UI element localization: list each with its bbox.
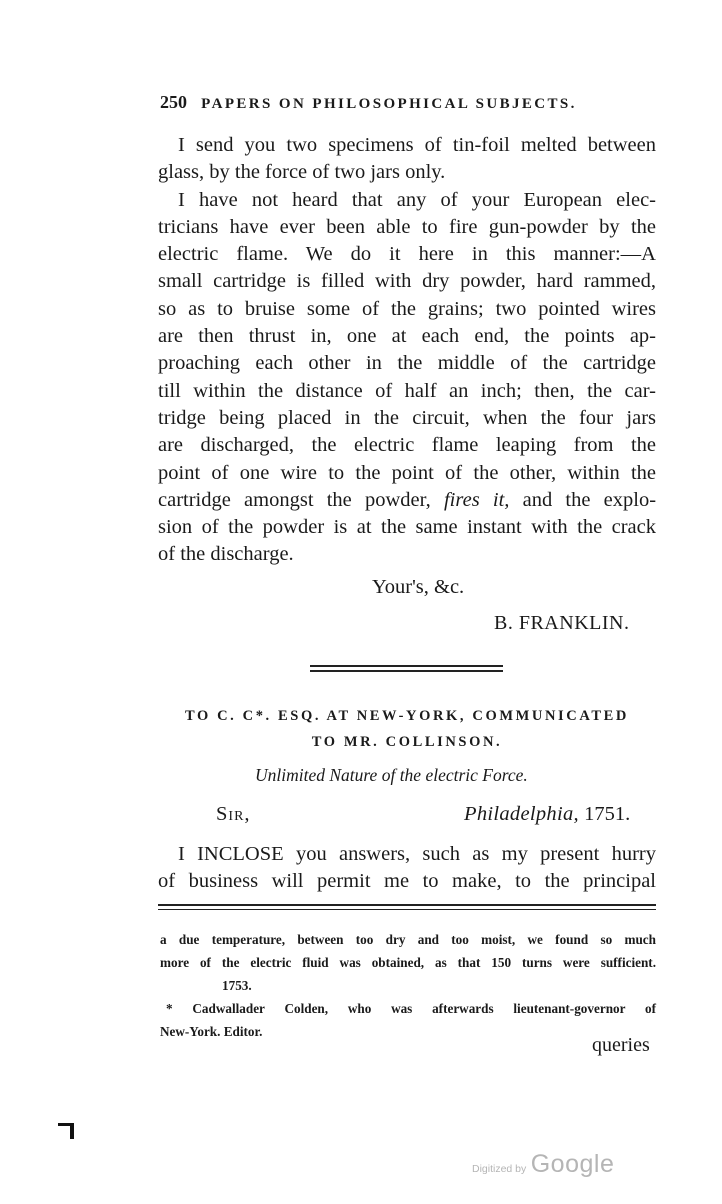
- footnotes: [160, 928, 656, 1043]
- text-line: of business will permit me to make, to the principal: [158, 870, 656, 893]
- footnote-line: 1753.: [222, 978, 252, 993]
- page-number: 250: [160, 92, 187, 112]
- footnote-rule: [158, 909, 656, 910]
- place-name: Philadelphia,: [464, 803, 579, 825]
- section-rule: [310, 665, 503, 667]
- text-line: I have not heard that any of your European elec-: [178, 188, 656, 211]
- text-line: point of one wire to the point of the other, within the: [158, 461, 656, 484]
- salutation-text: Sir,: [216, 803, 251, 825]
- heading-line: TO MR. COLLINSON.: [311, 734, 503, 750]
- text-segment: and the explo-: [522, 488, 657, 511]
- text-line: till within the distance of half an inch; then, the car-: [158, 379, 656, 402]
- running-title: PAPERS ON PHILOSOPHICAL SUBJECTS.: [201, 96, 577, 112]
- footnote-line: New-York. Editor.: [160, 1024, 263, 1039]
- footnote-line: a due temperature, between too dry and too moist, we found so much: [160, 932, 656, 947]
- text-line: I send you two specimens of tin-foil melted between: [178, 134, 656, 156]
- text-line: are then thrust in, one at each end, the points ap-: [158, 325, 656, 348]
- date-year: 1751.: [584, 803, 631, 825]
- watermark-prefix: Digitized by: [472, 1163, 527, 1175]
- footnote-rule: [158, 904, 656, 906]
- letter-closing: Your's, &c.: [372, 576, 465, 598]
- text-line: I INCLOSE you answers, such as my present hurry: [178, 843, 656, 865]
- heading-line: TO C. C*. ESQ. AT NEW-YORK, COMMUNICATED: [185, 708, 629, 724]
- salutation: [216, 803, 251, 826]
- text-segment: cartridge amongst the powder,: [158, 488, 431, 511]
- emphasis-text: fires it,: [443, 488, 510, 511]
- margin-mark: [70, 1123, 74, 1139]
- text-line: [158, 487, 656, 514]
- text-line: small cartridge is filled with dry powder, hard rammed,: [158, 270, 656, 293]
- watermark-brand: Google: [530, 1150, 615, 1178]
- text-line: so as to bruise some of the grains; two pointed wires: [158, 297, 656, 320]
- footnote-line: more of the electric fluid was obtained, as that 150 turns were sufficient.: [160, 955, 656, 970]
- dateline: [464, 803, 630, 826]
- text-line: glass, by the force of two jars only.: [158, 161, 446, 184]
- text-line: tridge being placed in the circuit, when the four jars: [158, 406, 656, 429]
- letter-opening: [158, 841, 656, 896]
- text-line: electric flame. We do it here in this manner:—A: [158, 243, 656, 266]
- letter-body: [158, 132, 656, 569]
- digitized-by-google-watermark: [472, 1150, 614, 1179]
- letter-subtitle: Unlimited Nature of the electric Force.: [255, 765, 528, 785]
- letter-signature: B. FRANKLIN.: [494, 612, 630, 634]
- text-line: proaching each other in the middle of the cartridge: [158, 352, 656, 375]
- text-line: are discharged, the electric flame leaping from the: [158, 434, 656, 457]
- catchword: queries: [592, 1034, 650, 1056]
- text-line: tricians have ever been able to fire gun-powder by the: [158, 215, 656, 238]
- text-line: of the discharge.: [158, 543, 294, 566]
- running-header: [160, 92, 660, 113]
- letter-heading: [158, 703, 656, 755]
- section-rule: [310, 670, 503, 672]
- footnote-line: * Cadwallader Colden, who was afterwards lieutenant-governor of: [166, 1001, 656, 1016]
- text-line: sion of the powder is at the same instant with the crack: [158, 516, 656, 539]
